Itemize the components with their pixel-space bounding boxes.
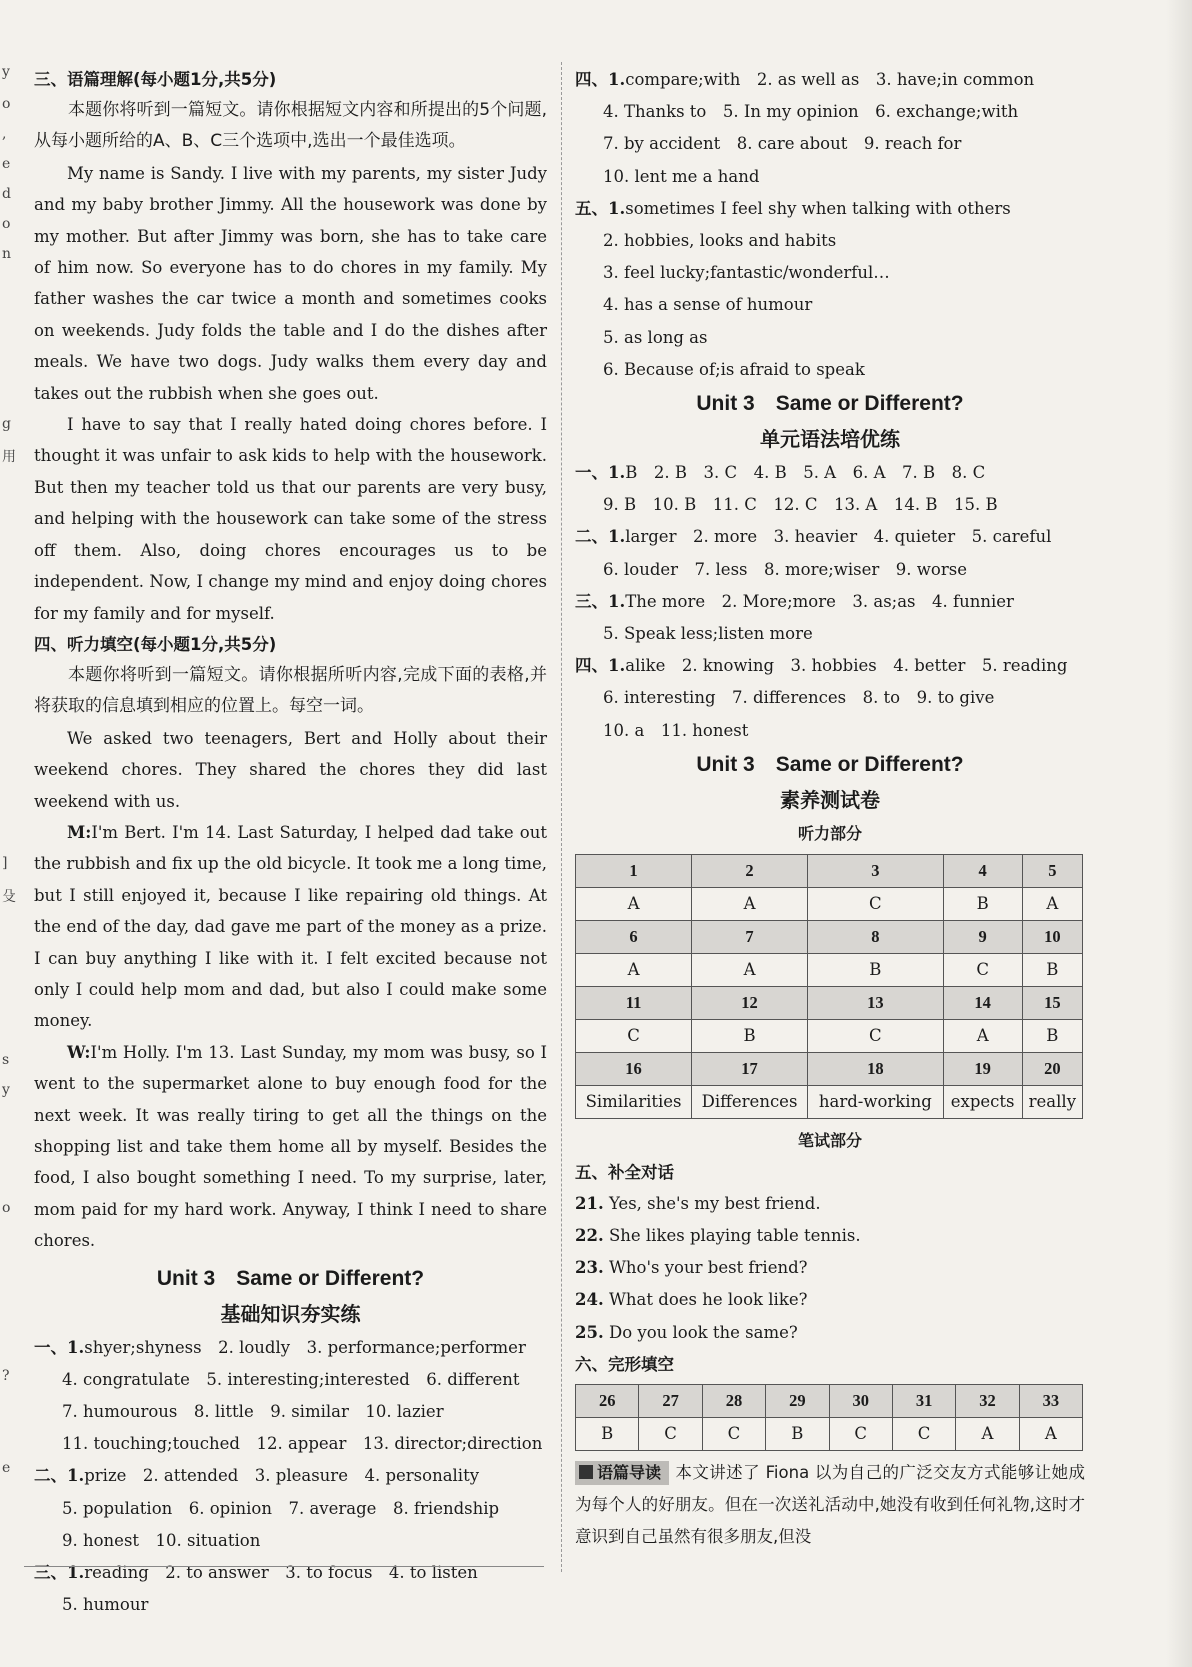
answer-line: 11. touching;touched 12. appear 13. director;direction xyxy=(62,1434,543,1454)
table-cell: 17 xyxy=(692,1052,808,1085)
table-cell: A xyxy=(576,953,692,986)
table-cell: 31 xyxy=(892,1384,955,1417)
answer-line: 9. honest 10. situation xyxy=(62,1530,261,1550)
answer-line: 4. has a sense of humour xyxy=(603,295,813,315)
table-cell: Similarities xyxy=(576,1085,692,1118)
answer-list xyxy=(34,1332,547,1622)
table-cell: C xyxy=(808,887,944,920)
section-3-intro: 本题你将听到一篇短文。请你根据短文内容和所提出的5个问题,从每小题所给的A、B、C三个选项中,选出一个最佳选项。 xyxy=(34,100,547,152)
answer-line: 四、1.alike 2. knowing 3. hobbies 4. better 5. reading xyxy=(575,656,1068,676)
answer-line: 5. humour xyxy=(62,1595,149,1615)
margin-glyph: e xyxy=(2,156,11,172)
dialog-paragraph-w xyxy=(34,1037,547,1257)
table-cell: A xyxy=(943,1019,1022,1052)
table-cell: 32 xyxy=(956,1384,1019,1417)
table-cell: B xyxy=(943,887,1022,920)
table-cell: B xyxy=(766,1417,829,1450)
table-cell: C xyxy=(943,953,1022,986)
unit-subtitle: 基础知识夯实练 xyxy=(220,1301,361,1326)
margin-glyph: e xyxy=(2,1460,11,1476)
answer-line: 3. feel lucky;fantastic/wonderful… xyxy=(603,263,890,283)
answer-line: 三、1.The more 2. More;more 3. as;as 4. funnier xyxy=(575,591,1014,611)
answer-line: 三、1.reading 2. to answer 3. to focus 4. to listen xyxy=(34,1563,478,1583)
answer-line: 四、1.compare;with 2. as well as 3. have;in common xyxy=(575,70,1035,89)
table-cell: 15 xyxy=(1022,986,1082,1019)
answer-line: 二、1.prize 2. attended 3. pleasure 4. personality xyxy=(34,1466,480,1486)
margin-glyph: ] xyxy=(2,855,8,871)
table-cell: 5 xyxy=(1022,854,1082,887)
section-4-intro: 本题你将听到一篇短文。请你根据所听内容,完成下面的表格,并将获取的信息填到相应的位置上。每空一词。 xyxy=(34,664,547,717)
answer-line: 5. Speak less;listen more xyxy=(603,624,813,644)
table-cell: C xyxy=(808,1019,944,1052)
table-cell: 27 xyxy=(639,1384,702,1417)
listening-part-title: 听力部分 xyxy=(797,823,862,843)
page-edge-shadow xyxy=(1166,0,1192,1667)
answer-line: 25. Do you look the same? xyxy=(575,1322,798,1342)
table-cell: 6 xyxy=(576,920,692,953)
section-6-title: 六、完形填空 xyxy=(575,1354,674,1374)
margin-glyph: n xyxy=(2,246,12,262)
table-cell: 28 xyxy=(702,1384,765,1417)
answer-line: 6. louder 7. less 8. more;wiser 9. worse xyxy=(603,559,967,579)
table-cell: 7 xyxy=(692,920,808,953)
answer-line: 5. population 6. opinion 7. average 8. friendship xyxy=(62,1498,500,1518)
table-cell: C xyxy=(702,1417,765,1450)
margin-glyph: d xyxy=(2,186,11,202)
table-cell: hard-working xyxy=(808,1085,944,1118)
table-row xyxy=(576,1052,1083,1085)
table-cell: B xyxy=(1022,953,1082,986)
table-row xyxy=(576,986,1083,1019)
answer-line: 7. humourous 8. little 9. similar 10. lazier xyxy=(62,1402,444,1422)
table-row xyxy=(576,953,1083,986)
answer-line: 五、1.sometimes I feel shy when talking with others xyxy=(575,198,1011,218)
table-cell: 19 xyxy=(943,1052,1022,1085)
passage-paragraph: We asked two teenagers, Bert and Holly about their weekend chores. They shared the chores they did last weekend with us. xyxy=(34,728,547,811)
book-icon xyxy=(579,1465,593,1479)
margin-glyph: ? xyxy=(2,1368,10,1384)
guide-label: 语篇导读 xyxy=(575,1461,669,1485)
table-cell: Differences xyxy=(692,1085,808,1118)
table-cell: A xyxy=(956,1417,1019,1450)
margin-glyph: , xyxy=(2,126,7,142)
table-cell: 33 xyxy=(1019,1384,1082,1417)
margin-glyph: 用 xyxy=(2,449,16,465)
bottom-rule xyxy=(24,1566,544,1567)
margin-glyph: o xyxy=(2,96,11,112)
answer-line: 22. She likes playing table tennis. xyxy=(575,1226,861,1246)
margin-glyph: g xyxy=(2,416,11,432)
answer-line: 21. Yes, she's my best friend. xyxy=(575,1193,821,1213)
margin-glyph: o xyxy=(2,216,11,232)
table-cell: A xyxy=(1022,887,1082,920)
margin-glyph: s xyxy=(2,1052,10,1068)
right-column xyxy=(575,64,1085,1553)
section-4-title: 四、听力填空(每小题1分,共5分) xyxy=(34,634,277,654)
answer-line: 二、1.larger 2. more 3. heavier 4. quieter 5. careful xyxy=(575,527,1052,547)
unit-subtitle: 单元语法培优练 xyxy=(760,427,900,452)
table-cell: 3 xyxy=(808,854,944,887)
margin-glyph: y xyxy=(2,64,10,80)
table-cell: C xyxy=(829,1417,892,1450)
speaker-text: I'm Holly. I'm 13. Last Sunday, my mom was busy, so I went to the supermarket alone to buy enough food for the next week. It was really tiring to get all the things on the shopping list and take them home all by myself. Besides the food, I also bought something I need. To my surprise, later, mom paid for my hard work. Anyway, I think I need to share chores. xyxy=(34,1042,547,1251)
answer-line: 4. Thanks to 5. In my opinion 6. exchange;with xyxy=(603,102,1019,122)
written-part-title: 笔试部分 xyxy=(797,1130,862,1150)
table-cell: 26 xyxy=(576,1384,639,1417)
table-cell: 4 xyxy=(943,854,1022,887)
answer-line: 24. What does he look like? xyxy=(575,1290,808,1310)
passage-paragraph: My name is Sandy. I live with my parents, my sister Judy and my baby brother Jimmy. All the housework was done by my mother. But after Jimmy was born, she has to take care of him now. So everyone has to do chores in my family. My father washes the car twice a month and sometimes cooks on weekends. Judy folds the table and I do the dishes after meals. We have two dogs. Judy walks them every day and takes out the rubbish when she goes out. xyxy=(34,163,547,403)
listening-answer-table xyxy=(575,854,1083,1119)
passage-paragraph: I have to say that I really hated doing chores before. I thought it was unfair to ask kids to help with the housework. But then my teacher told us that our parents are very busy, and helping with the housework can take some of the stress off them. Also, doing chores encourages us to be independent. Now, I change my mind and enjoy doing chores for my family and for myself. xyxy=(34,415,547,623)
column-divider xyxy=(561,62,563,1572)
table-row xyxy=(576,1085,1083,1118)
table-cell: 1 xyxy=(576,854,692,887)
table-cell: 16 xyxy=(576,1052,692,1085)
table-cell: C xyxy=(576,1019,692,1052)
table-cell: B xyxy=(576,1417,639,1450)
table-row xyxy=(576,920,1083,953)
dialog-answer-list xyxy=(575,1188,1085,1349)
table-cell: 8 xyxy=(808,920,944,953)
answer-line: 4. congratulate 5. interesting;interested 6. different xyxy=(62,1369,520,1389)
table-row xyxy=(576,1384,1083,1417)
answer-line: 10. lent me a hand xyxy=(603,166,760,186)
table-cell: 18 xyxy=(808,1052,944,1085)
table-cell: C xyxy=(639,1417,702,1450)
answer-line: 7. by accident 8. care about 9. reach for xyxy=(603,134,962,154)
table-row xyxy=(576,1417,1083,1450)
speaker-text: I'm Bert. I'm 14. Last Saturday, I helped dad take out the rubbish and fix up the old bicycle. It took me a long time, but I still enjoyed it, because I like repairing old things. At the end of the day, dad gave me part of the money as a prize. I can buy anything I like with it. I felt excited because not only I could help mom and dad, but also I could make some money. xyxy=(34,822,547,1031)
table-cell: 10 xyxy=(1022,920,1082,953)
answer-line: 10. a 11. honest xyxy=(603,720,749,740)
answer-line: 一、1.shyer;shyness 2. loudly 3. performance;performer xyxy=(34,1337,526,1357)
left-column xyxy=(34,64,547,1621)
margin-glyph: o xyxy=(2,1200,11,1216)
answer-line: 6. Because of;is afraid to speak xyxy=(603,359,865,379)
table-cell: A xyxy=(692,887,808,920)
table-cell: 14 xyxy=(943,986,1022,1019)
table-cell: 30 xyxy=(829,1384,892,1417)
table-cell: A xyxy=(576,887,692,920)
table-cell: 13 xyxy=(808,986,944,1019)
table-row xyxy=(576,887,1083,920)
passage-guide xyxy=(575,1457,1085,1553)
table-cell: A xyxy=(1019,1417,1082,1450)
answer-line: 一、1.B 2. B 3. C 4. B 5. A 6. A 7. B 8. C xyxy=(575,463,986,483)
table-cell: B xyxy=(1022,1019,1082,1052)
guide-text: 本文讲述了 Fiona 以为自己的广泛交友方式能够让她成为每个人的好朋友。但在一次送礼活动中,她没有收到任何礼物,这时才意识到自己虽然有很多朋友,但没 xyxy=(575,1462,1085,1546)
section-3-title: 三、语篇理解(每小题1分,共5分) xyxy=(34,70,277,89)
table-cell: 20 xyxy=(1022,1052,1082,1085)
table-cell: B xyxy=(692,1019,808,1052)
table-cell: 29 xyxy=(766,1384,829,1417)
unit-title: Unit 3 Same or Different? xyxy=(696,752,964,776)
table-cell: expects xyxy=(943,1085,1022,1118)
unit-title: Unit 3 Same or Different? xyxy=(696,392,964,416)
speaker-label: M: xyxy=(67,822,92,842)
table-cell: 2 xyxy=(692,854,808,887)
table-row xyxy=(576,854,1083,887)
speaker-label: W: xyxy=(67,1042,91,1062)
table-cell: really xyxy=(1022,1085,1082,1118)
table-cell: 9 xyxy=(943,920,1022,953)
answer-line: 6. interesting 7. differences 8. to 9. to give xyxy=(603,688,995,708)
table-cell: 12 xyxy=(692,986,808,1019)
margin-glyph: y xyxy=(2,1082,10,1098)
section-5-title: 五、补全对话 xyxy=(575,1162,674,1182)
unit-title: Unit 3 Same or Different? xyxy=(156,1266,425,1290)
table-row xyxy=(576,1019,1083,1052)
table-cell: A xyxy=(692,953,808,986)
answer-line: 2. hobbies, looks and habits xyxy=(603,231,837,251)
margin-glyph: 殳 xyxy=(2,889,16,905)
cloze-answer-table xyxy=(575,1384,1083,1451)
table-cell: 11 xyxy=(576,986,692,1019)
unit-subtitle: 素养测试卷 xyxy=(780,787,880,812)
answer-line: 9. B 10. B 11. C 12. C 13. A 14. B 15. B xyxy=(603,495,998,515)
answer-line: 23. Who's your best friend? xyxy=(575,1258,808,1278)
answer-list-top xyxy=(575,64,1085,386)
table-cell: B xyxy=(808,953,944,986)
answer-list-mid xyxy=(575,457,1085,747)
left-margin-bleed xyxy=(0,60,20,1520)
dialog-paragraph-m xyxy=(34,817,547,1037)
answer-line: 5. as long as xyxy=(603,327,708,347)
table-cell: C xyxy=(892,1417,955,1450)
